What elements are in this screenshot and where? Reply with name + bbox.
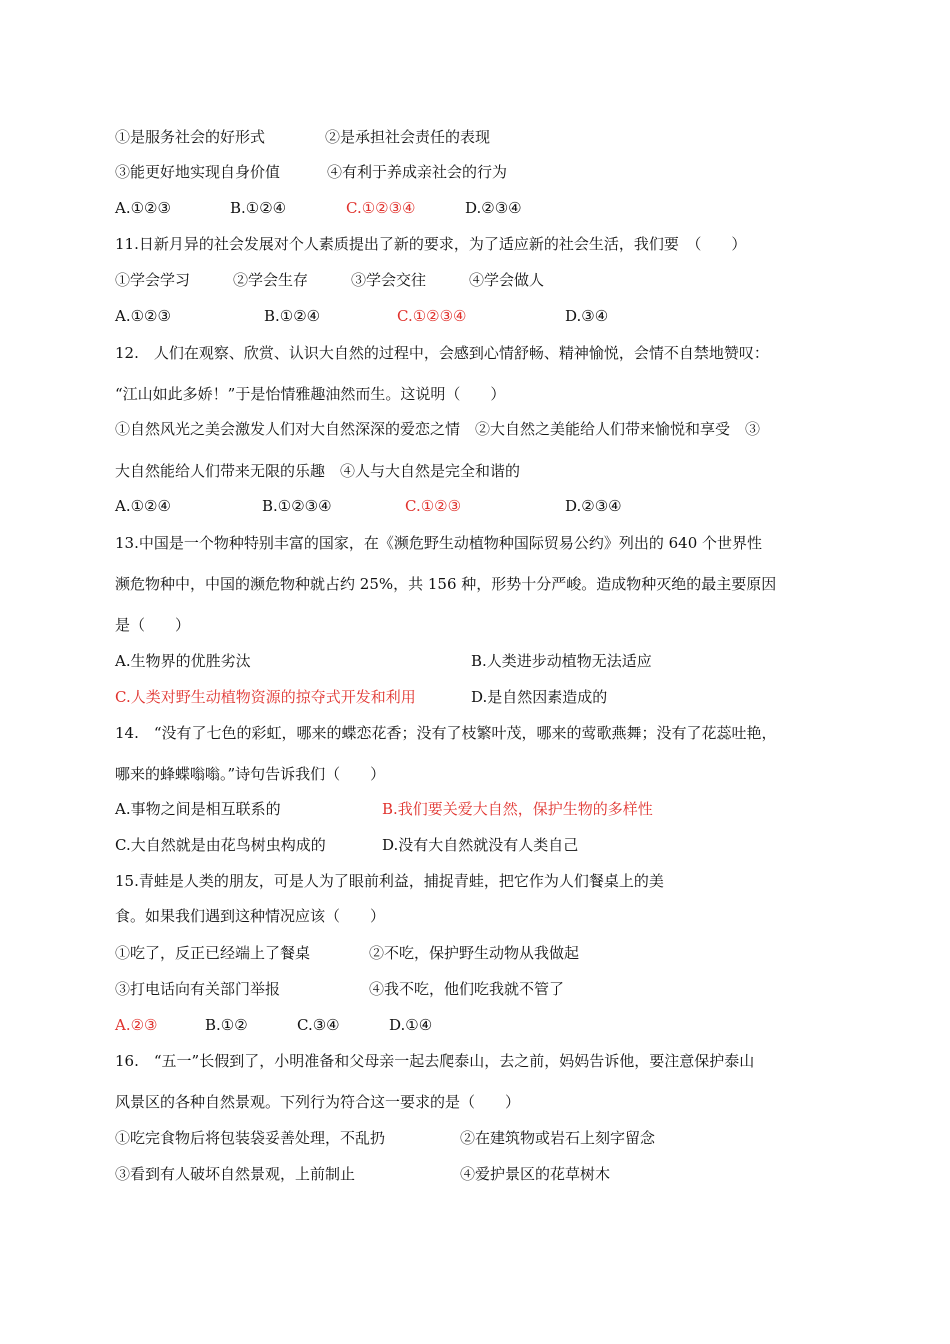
q15-option-1: ①吃了，反正已经端上了餐桌 [115, 944, 311, 962]
q13-choice-a: A.生物界的优胜劣汰 [115, 652, 251, 670]
q11-option-1: ①学会学习 [115, 271, 191, 289]
q11-option-4: ④学会做人 [469, 271, 545, 289]
q15-option-4: ④我不吃，他们吃我就不管了 [369, 980, 565, 998]
q14-choice-c: C.大自然就是由花鸟树虫构成的 [115, 836, 326, 854]
q12-stem-line-1: 12. 人们在观察、欣赏、认识大自然的过程中，会感到心情舒畅、精神愉悦，会情不自禁地赞叹： [115, 344, 769, 362]
q12-choice-a: A.①②④ [115, 497, 171, 515]
q11-option-2: ②学会生存 [233, 271, 309, 289]
q11-choice-c-answer: C.①②③④ [397, 307, 467, 325]
q15-option-2: ②不吃，保护野生动物从我做起 [369, 944, 580, 962]
q11-stem: 11.日新月异的社会发展对个人素质提出了新的要求，为了适应新的社会生活，我们要 （ ） [115, 235, 747, 253]
q10-option-2: ②是承担社会责任的表现 [325, 128, 491, 146]
q10-option-3: ③能更好地实现自身价值 [115, 163, 281, 181]
q10-option-1: ①是服务社会的好形式 [115, 128, 266, 146]
q11-choice-a: A.①②③ [115, 307, 171, 325]
q13-stem-line-2: 濒危物种中，中国的濒危物种就占约 25%，共 156 种，形势十分严峻。造成物种灭绝的最主要原因 [115, 575, 777, 593]
q15-choice-b: B.①② [205, 1016, 248, 1034]
q12-stem-line-2: “江山如此多娇！”于是怡情雅趣油然而生。这说明（ ） [115, 385, 506, 403]
q16-stem-line-2: 风景区的各种自然景观。下列行为符合这一要求的是（ ） [115, 1093, 521, 1111]
q15-choice-c: C.③④ [297, 1016, 340, 1034]
q15-choice-a-answer: A.②③ [115, 1016, 158, 1034]
q15-option-3: ③打电话向有关部门举报 [115, 980, 281, 998]
q12-options-line-2: 大自然能给人们带来无限的乐趣 ④人与大自然是完全和谐的 [115, 462, 521, 480]
q16-option-3: ③看到有人破坏自然景观，上前制止 [115, 1165, 356, 1183]
q12-choice-b: B.①②③④ [262, 497, 332, 515]
q15-stem-line-1: 15.青蛙是人类的朋友，可是人为了眼前利益，捕捉青蛙，把它作为人们餐桌上的美 [115, 872, 664, 890]
q14-choice-d: D.没有大自然就没有人类自己 [382, 836, 579, 854]
q12-choice-d: D.②③④ [565, 497, 622, 515]
q11-option-3: ③学会交往 [351, 271, 427, 289]
q13-stem-line-1: 13.中国是一个物种特别丰富的国家，在《濒危野生动植物种国际贸易公约》列出的 640 个世界性 [115, 534, 763, 552]
q14-choice-b-answer: B.我们要关爱大自然，保护生物的多样性 [382, 800, 653, 818]
q11-choice-b: B.①②④ [264, 307, 321, 325]
q16-option-4: ④爱护景区的花草树木 [460, 1165, 611, 1183]
q10-choice-b: B.①②④ [230, 199, 287, 217]
q16-stem-line-1: 16. “五一”长假到了，小明准备和父母亲一起去爬泰山，去之前，妈妈告诉他，要注意保护泰山 [115, 1052, 755, 1070]
q15-choice-d: D.①④ [389, 1016, 433, 1034]
q12-options-line-1: ①自然风光之美会激发人们对大自然深深的爱恋之情 ②大自然之美能给人们带来愉悦和享受 ③ [115, 420, 761, 438]
q14-choice-a: A.事物之间是相互联系的 [115, 800, 281, 818]
q10-choice-a: A.①②③ [115, 199, 171, 217]
q16-option-2: ②在建筑物或岩石上刻字留念 [460, 1129, 656, 1147]
q14-stem-line-1: 14. “没有了七色的彩虹，哪来的蝶恋花香；没有了枝繁叶茂，哪来的莺歌燕舞；没有了花蕊吐艳， [115, 724, 777, 742]
q14-stem-line-2: 哪来的蜂蝶嗡嗡。”诗句告诉我们（ ） [115, 765, 386, 783]
q13-stem-line-3: 是（ ） [115, 616, 191, 634]
q13-choice-c-answer: C.人类对野生动植物资源的掠夺式开发和利用 [115, 688, 416, 706]
q10-choice-c-answer: C.①②③④ [346, 199, 416, 217]
q16-option-1: ①吃完食物后将包装袋妥善处理，不乱扔 [115, 1129, 386, 1147]
q13-choice-d: D.是自然因素造成的 [471, 688, 608, 706]
q13-choice-b: B.人类进步动植物无法适应 [471, 652, 652, 670]
q12-choice-c-answer: C.①②③ [405, 497, 462, 515]
q10-choice-d: D.②③④ [465, 199, 522, 217]
q11-choice-d: D.③④ [565, 307, 609, 325]
q15-stem-line-2: 食。如果我们遇到这种情况应该（ ） [115, 907, 386, 925]
q10-option-4: ④有利于养成亲社会的行为 [327, 163, 508, 181]
